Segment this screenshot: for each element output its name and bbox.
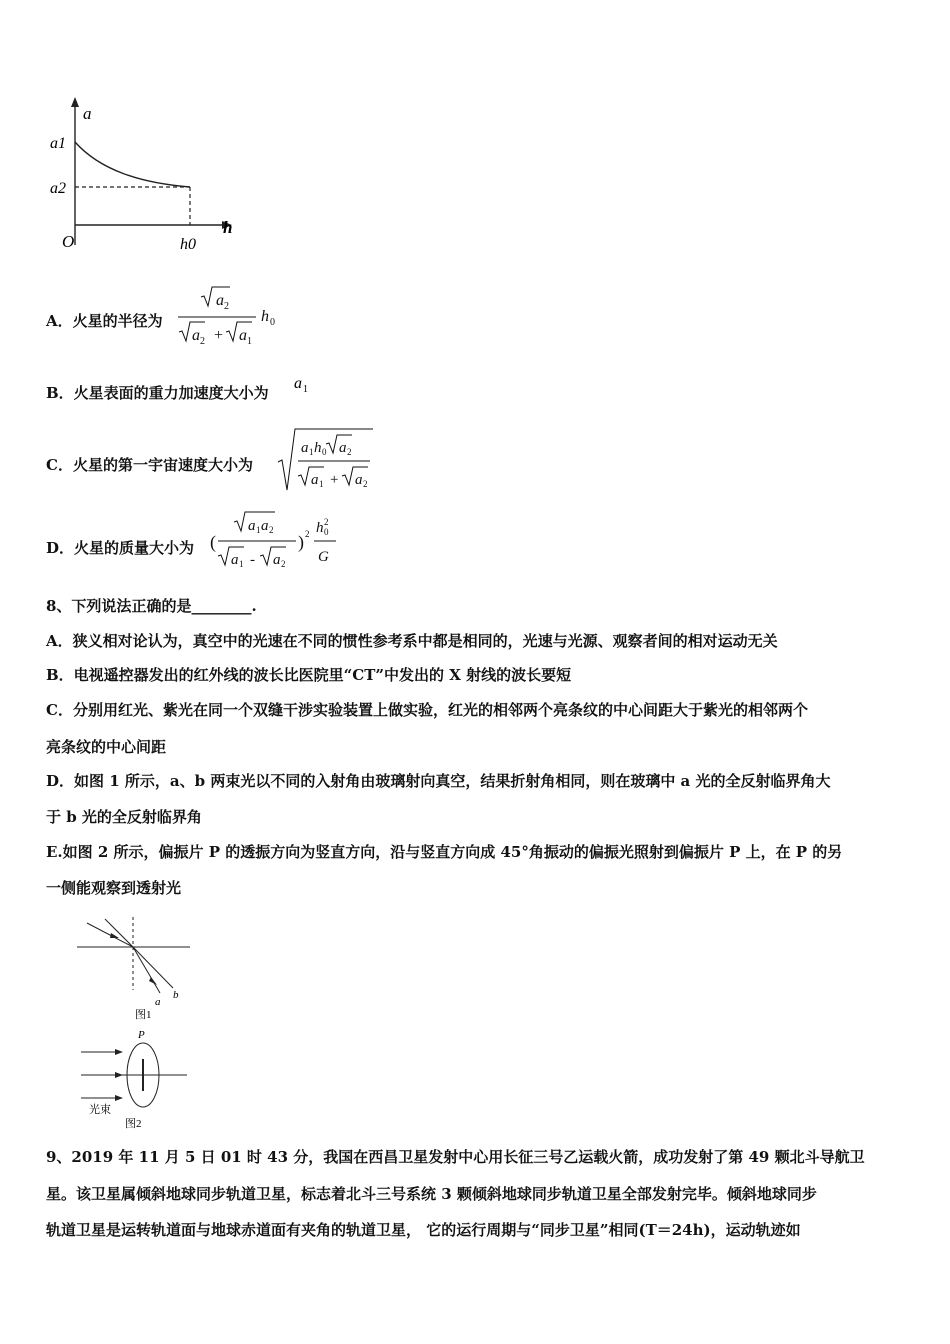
q8-option-d-line2: 于 b 光的全反射临界角 [46, 808, 202, 826]
svg-text:1: 1 [319, 479, 324, 489]
svg-text:G: G [318, 549, 329, 565]
acceleration-height-graph [40, 95, 250, 260]
option-d-text: D．火星的质量大小为 [46, 539, 195, 557]
svg-text:2: 2 [347, 447, 352, 457]
svg-text:2: 2 [305, 529, 310, 539]
svg-text:-: - [250, 552, 255, 568]
svg-text:a: a [301, 440, 309, 456]
beam-label: 光束 [89, 1104, 111, 1116]
option-d-formula [210, 510, 345, 572]
svg-text:a: a [216, 292, 224, 309]
x-axis-label: h [223, 218, 233, 237]
svg-text:a: a [239, 327, 247, 344]
svg-text:2: 2 [200, 336, 205, 347]
svg-text:1: 1 [256, 525, 261, 535]
q8-option-d-line1: D．如图 1 所示，a、b 两束光以不同的入射角由玻璃射向真空，结果折射角相同，则在玻璃中 a 光的全反射临界角大 [46, 772, 831, 790]
option-c-text: C．火星的第一宇宙速度大小为 [46, 456, 253, 474]
beam-arrow-3 [115, 1095, 123, 1101]
svg-text:2: 2 [269, 525, 274, 535]
option-a-formula [176, 285, 286, 347]
figure-2-polarizer [75, 1025, 200, 1130]
option-b-text: B．火星表面的重力加速度大小为 [46, 384, 269, 402]
incident-ray-a [87, 923, 133, 947]
svg-text:a: a [294, 375, 302, 392]
q8-option-b: B．电视遥控器发出的红外线的波长比医院里“CT”中发出的 X 射线的波长要短 [46, 666, 572, 684]
svg-text:0: 0 [270, 317, 275, 328]
svg-text:1: 1 [247, 336, 252, 347]
ray-b-label: b [173, 989, 179, 1001]
y-axis-arrow [71, 97, 79, 107]
svg-text:h: h [314, 440, 322, 456]
q8-option-c-line1: C．分别用红光、紫光在同一个双缝干涉实验装置上做实验，红光的相邻两个亮条纹的中心间距大于紫光的相邻两个 [46, 701, 808, 719]
q8-option-c-line2: 亮条纹的中心间距 [46, 738, 167, 756]
svg-text:h: h [261, 308, 269, 325]
svg-text:a: a [231, 552, 239, 568]
svg-text:a: a [248, 518, 256, 534]
beam-arrow-1 [115, 1049, 123, 1055]
svg-text:1: 1 [309, 447, 314, 457]
figure-1-caption: 图1 [135, 1009, 152, 1021]
svg-text:a: a [311, 472, 319, 488]
h0-tick-label: h0 [180, 236, 196, 253]
q8-option-a: A．狭义相对论认为，真空中的光速在不同的惯性参考系中都是相同的，光速与光源、观察者间的相对运动无关 [46, 632, 778, 650]
svg-text:a: a [339, 440, 347, 456]
svg-text:2: 2 [224, 301, 229, 312]
q9-line2: 星。该卫星属倾斜地球同步轨道卫星，标志着北斗三号系统 3 颗倾斜地球同步轨道卫星全部发射完毕。倾斜地球同步 [46, 1185, 817, 1203]
svg-text:h: h [316, 520, 324, 536]
option-b-formula [292, 372, 316, 396]
svg-text:0: 0 [322, 447, 327, 457]
svg-text:0: 0 [324, 527, 329, 537]
svg-text:a: a [273, 552, 281, 568]
ray-a-label: a [155, 996, 161, 1008]
svg-text:+: + [330, 472, 339, 488]
svg-text:2: 2 [363, 479, 368, 489]
polarizer-label: P [138, 1029, 145, 1041]
option-c-formula [276, 424, 376, 494]
svg-text:(: ( [210, 532, 216, 552]
q8-option-e-line2: 一侧能观察到透射光 [46, 879, 182, 897]
a2-tick-label: a2 [50, 180, 66, 197]
y-axis-label: a [83, 104, 92, 123]
svg-text:a: a [261, 518, 269, 534]
svg-text:): ) [298, 532, 304, 552]
q8-option-e-line1: E.如图 2 所示，偏振片 P 的透振方向为竖直方向，沿与竖直方向成 45°角振动的偏振光照射到偏振片 P 上，在 P 的另 [46, 843, 843, 861]
beam-arrow-2 [115, 1072, 123, 1078]
svg-text:a: a [192, 327, 200, 344]
incident-arrow-a [110, 933, 119, 938]
svg-text:1: 1 [303, 384, 308, 395]
svg-text:+: + [214, 327, 224, 344]
option-a-text: A．火星的半径为 [46, 312, 163, 330]
q8-stem: 8、下列说法正确的是________. [46, 597, 257, 615]
svg-text:2: 2 [281, 559, 286, 569]
figure-1-refraction [75, 915, 195, 1025]
a1-tick-label: a1 [50, 135, 66, 152]
refracted-arrow [149, 977, 157, 985]
incident-ray-b [105, 919, 133, 947]
q9-line1: 9、2019 年 11 月 5 日 01 时 43 分，我国在西昌卫星发射中心用长征三号乙运载火箭，成功发射了第 49 颗北斗导航卫 [46, 1148, 865, 1166]
q9-line3: 轨道卫星是运转轨道面与地球赤道面有夹角的轨道卫星， 它的运行周期与“同步卫星”相同(T＝24h)，运动轨迹如 [46, 1221, 801, 1239]
origin-label: O [62, 232, 75, 251]
svg-text:2: 2 [324, 517, 329, 527]
svg-text:1: 1 [239, 559, 244, 569]
curve [75, 142, 190, 187]
svg-text:a: a [355, 472, 363, 488]
figure-2-caption: 图2 [125, 1118, 142, 1130]
